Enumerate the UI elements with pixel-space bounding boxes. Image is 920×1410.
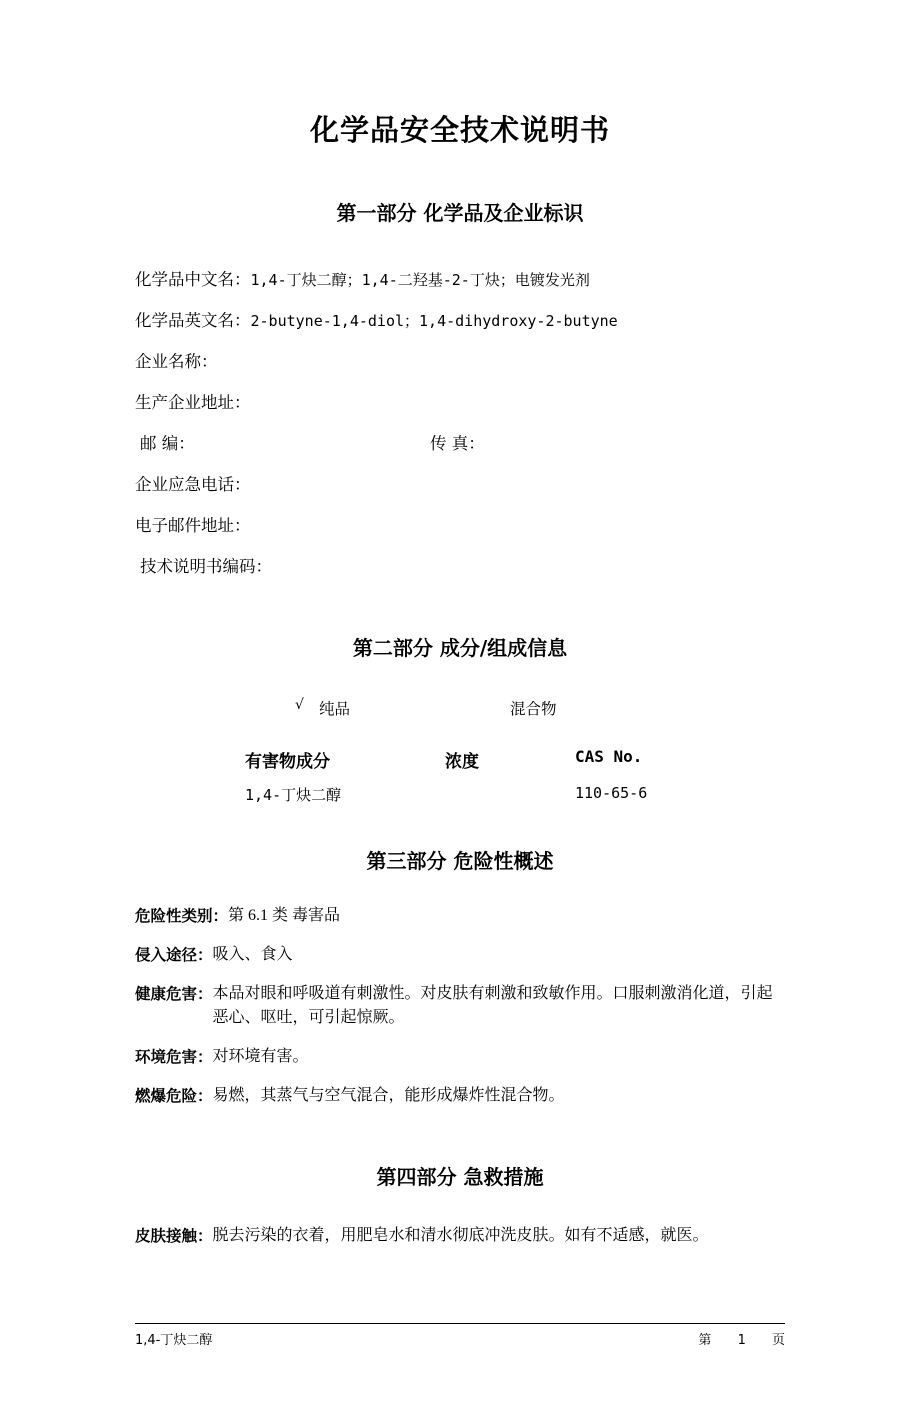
section-1-title: 第一部分 化学品及企业标识 (336, 201, 584, 225)
route-of-entry-label: 侵入途径： (135, 945, 213, 964)
field-msds-code-label: 技术说明书编码： (140, 557, 272, 576)
field-english-name-value: 2-butyne-1,4-diol；1,4-dihydroxy-2-butyne (250, 312, 618, 330)
environmental-hazard-value: 对环境有害。 (212, 1048, 309, 1066)
footer-page-unit: 页 (771, 1333, 785, 1348)
table-row (135, 784, 785, 805)
hazard-category-value: 第 6.1 类 毒害品 (228, 907, 341, 924)
route-of-entry-value: 吸入、食入 (212, 945, 293, 963)
page-footer (135, 1323, 785, 1348)
fire-explosion-hazard-value: 易燃，其蒸气与空气混合，能形成爆炸性混合物。 (212, 1086, 565, 1104)
health-hazard-label: 健康危害： (135, 984, 213, 1003)
skin-contact-row (135, 1224, 785, 1249)
field-fax-label: 传 真： (430, 434, 485, 453)
footer-page-label: 第 (698, 1333, 712, 1348)
cell-cas-no: 110-65-6 (575, 784, 648, 802)
field-company-address (135, 389, 785, 413)
section-3-items (135, 904, 785, 1109)
fire-explosion-hazard-label: 燃爆危险： (135, 1086, 213, 1105)
hazard-category-row (135, 904, 785, 929)
footer-divider (135, 1323, 785, 1324)
cell-substance: 1,4-丁炔二醇 (245, 786, 342, 804)
field-english-name (135, 307, 785, 331)
page-title: 化学品安全技术说明书 (309, 113, 610, 147)
column-header-cas-no: CAS No. (575, 747, 643, 766)
fire-explosion-hazard-row (135, 1084, 785, 1109)
field-email (135, 512, 785, 536)
hazard-category-label: 危险性类别： (135, 907, 229, 925)
field-emergency-phone (135, 471, 785, 495)
environmental-hazard-row (135, 1045, 785, 1070)
field-email-label: 电子邮件地址： (135, 516, 251, 535)
field-chinese-name (135, 266, 785, 290)
field-chinese-name-label: 化学品中文名： (135, 270, 251, 289)
field-english-name-label: 化学品英文名： (135, 311, 251, 330)
field-postal-fax-row (135, 430, 785, 454)
cell-concentration (445, 784, 575, 805)
section-3-title: 第三部分 危险性概述 (366, 849, 554, 873)
footer-page-number: 1 (737, 1333, 746, 1348)
footer-page-indicator (676, 1329, 785, 1348)
section-4-items (135, 1224, 785, 1249)
section-4-title: 第四部分 急救措施 (376, 1164, 544, 1189)
field-msds-code (135, 553, 785, 577)
column-header-substance: 有害物成分 (245, 752, 330, 772)
field-company-name-label: 企业名称： (135, 352, 218, 371)
field-postal-code-label: 邮 编： (140, 434, 195, 453)
field-fax (430, 430, 485, 454)
field-company-address-label: 生产企业地址： (135, 393, 251, 412)
field-postal-code (140, 430, 430, 454)
health-hazard-value: 本品对眼和呼吸道有刺激性。对皮肤有刺激和致敏作用。口服刺激消化道，引起恶心、呕吐，可引起惊厥。 (212, 984, 773, 1027)
document-page (0, 108, 920, 1410)
health-hazard-row (135, 982, 785, 1032)
checkmark-icon: √ (295, 697, 304, 713)
field-chinese-name-value: 1,4-丁炔二醇；1,4-二羟基-2-丁炔；电镀发光剂 (250, 271, 590, 289)
mixture-label: 混合物 (510, 700, 557, 718)
section-2-title: 第二部分 成分/组成信息 (352, 636, 568, 660)
field-emergency-phone-label: 企业应急电话： (135, 475, 251, 494)
composition-table-header (135, 747, 785, 772)
section-1-fields (135, 266, 785, 577)
route-of-entry-row (135, 943, 785, 968)
column-header-concentration: 浓度 (445, 752, 479, 772)
environmental-hazard-label: 环境危害： (135, 1048, 213, 1067)
skin-contact-value: 脱去污染的衣着，用肥皂水和清水彻底冲洗皮肤。如有不适感，就医。 (212, 1226, 709, 1244)
field-company-name (135, 348, 785, 372)
pure-product-label: 纯品 (319, 700, 351, 718)
composition-type-row (135, 697, 785, 719)
skin-contact-label: 皮肤接触： (135, 1226, 213, 1245)
footer-substance-name: 1,4-丁炔二醇 (135, 1333, 213, 1348)
